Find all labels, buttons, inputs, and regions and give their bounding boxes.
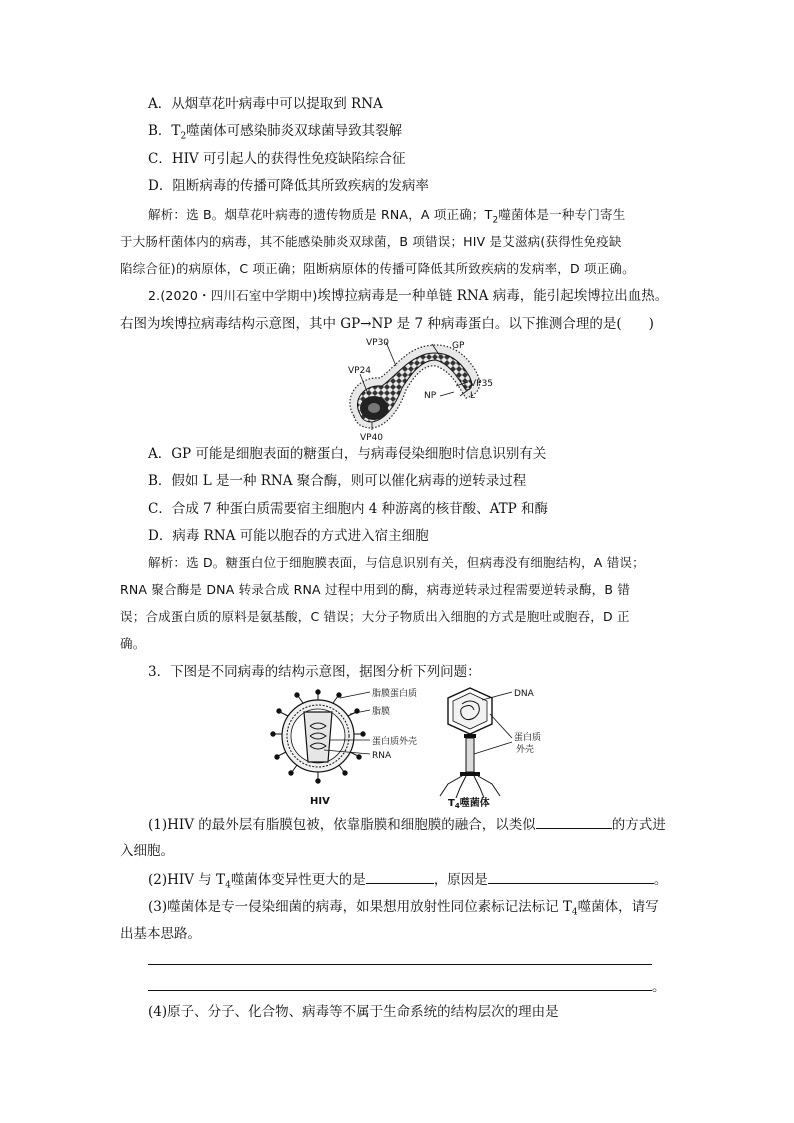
q3-sub3-line2: 出基本思路。 [120, 926, 201, 942]
answer-blank-1[interactable] [536, 814, 612, 829]
q1-option-b: B．$T_2$噬菌体可感染肺炎双球菌导致其裂解 [148, 123, 403, 142]
hiv-label-membrane-protein: 脂膜蛋白质 [372, 689, 418, 699]
phage-tail-shape [466, 738, 474, 772]
t4-label-capsid-line1: 蛋白质 [514, 733, 542, 743]
q3-sub1-line1: (1)HIV 的最外层有脂膜包被，依靠脂膜和细胞膜的融合，以类似 的方式进 [148, 814, 666, 835]
q1-option-c: C．HIV 可引起人的获得性免疫缺陷综合征 [148, 151, 406, 167]
hiv-figure [270, 688, 420, 810]
q2-option-a: A．GP 可能是细胞表面的糖蛋白，与病毒侵染细胞时信息识别有关 [148, 446, 547, 462]
q2-stem-line1: 2.(2020・四川石室中学期中)埃博拉病毒是一种单链 RNA 病毒，能引起埃博拉出血热。 [148, 288, 669, 304]
t4-label-dna: DNA [514, 689, 534, 699]
q1-analysis-line1: 解析：选 B。烟草花叶病毒的遗传物质是 RNA，A 项正确；$T_2$噬菌体是一种专门寄生 [148, 207, 626, 226]
t4-caption: $T_4$噬菌体 [448, 798, 490, 810]
q3-sub2: (2)HIV 与 $T_4$噬菌体变异性更大的是 ，原因是 。 [148, 869, 667, 896]
ebola-virus-figure [336, 336, 506, 444]
label-vp30: VP30 [366, 338, 390, 348]
q3-stem: 3．下图是不同病毒的结构示意图，据图分析下列问题： [148, 664, 481, 680]
q2-option-d: D．病毒 RNA 可能以胞吞的方式进入宿主细胞 [148, 528, 429, 544]
hiv-label-capsid: 蛋白质外壳 [372, 737, 418, 747]
q2-option-b: B．假如 L 是一种 RNA 聚合酶，则可以催化病毒的逆转录过程 [148, 473, 527, 489]
q2-analysis-line2: RNA 聚合酶是 DNA 转录合成 RNA 过程中用到的酶，病毒逆转录过程需要逆转录酶，B 错 [120, 582, 631, 597]
q3-sub4: (4)原子、分子、化合物、病毒等不属于生命系统的结构层次的理由是 [148, 1004, 559, 1020]
label-np: NP [424, 391, 437, 401]
label-vp35: VP35 [470, 379, 494, 389]
answer-line-2[interactable] [148, 990, 652, 991]
q2-option-c: C．合成 7 种蛋白质需要宿主细胞内 4 种游离的核苷酸、ATP 和酶 [148, 501, 549, 517]
q1-analysis-line3: 陷综合征)的病原体，C 项正确；阻断病原体的传播可降低其所致疾病的发病率，D 项正确。 [120, 261, 635, 276]
answer-blank-2[interactable] [366, 869, 434, 884]
q1-option-a: A．从烟草花叶病毒中可以提取到 RNA [148, 96, 383, 112]
q1-option-d: D．阻断病毒的传播可降低其所致疾病的发病率 [148, 178, 429, 194]
label-vp40: VP40 [360, 433, 384, 443]
q1-analysis-line2: 于大肠杆菌体内的病毒，其不能感染肺炎双球菌，B 项错误；HIV 是艾滋病(获得性免疫缺 [120, 234, 622, 249]
hiv-caption: HIV [310, 796, 330, 807]
hiv-label-lipid-membrane: 脂膜 [372, 707, 391, 717]
hiv-label-rna: RNA [372, 751, 392, 761]
q2-stem-line2: 右图为埃博拉病毒结构示意图，其中 GP→NP 是 7 种病毒蛋白。以下推测合理的是( ) [120, 316, 654, 332]
capsid-shape [304, 712, 332, 762]
label-gp: GP [452, 341, 465, 351]
q2-analysis-line4: 确。 [120, 636, 146, 651]
label-l: L [470, 391, 476, 401]
t4-phage-figure [436, 684, 566, 810]
q2-analysis-line1: 解析：选 D。糖蛋白位于细胞膜表面，与信息识别有关，但病毒没有细胞结构，A 错误； [148, 555, 645, 570]
q3-sub1-line2: 入细胞。 [120, 843, 174, 859]
answer-blank-3[interactable] [488, 869, 654, 884]
t4-label-capsid-line2: 外壳 [516, 745, 535, 755]
q2-analysis-line3: 误；合成蛋白质的原料是氨基酸，C 错误；大分子物质出入细胞的方式是胞吐或胞吞，D 正 [120, 609, 630, 624]
label-vp24: VP24 [348, 366, 372, 376]
answer-line-1[interactable] [148, 964, 652, 965]
q3-sub3-line1: (3)噬菌体是专一侵染细菌的病毒，如果想用放射性同位素标记法标记 $T_4$噬菌体，请写 [148, 899, 659, 918]
q3-sub3-end: 。 [652, 979, 666, 995]
